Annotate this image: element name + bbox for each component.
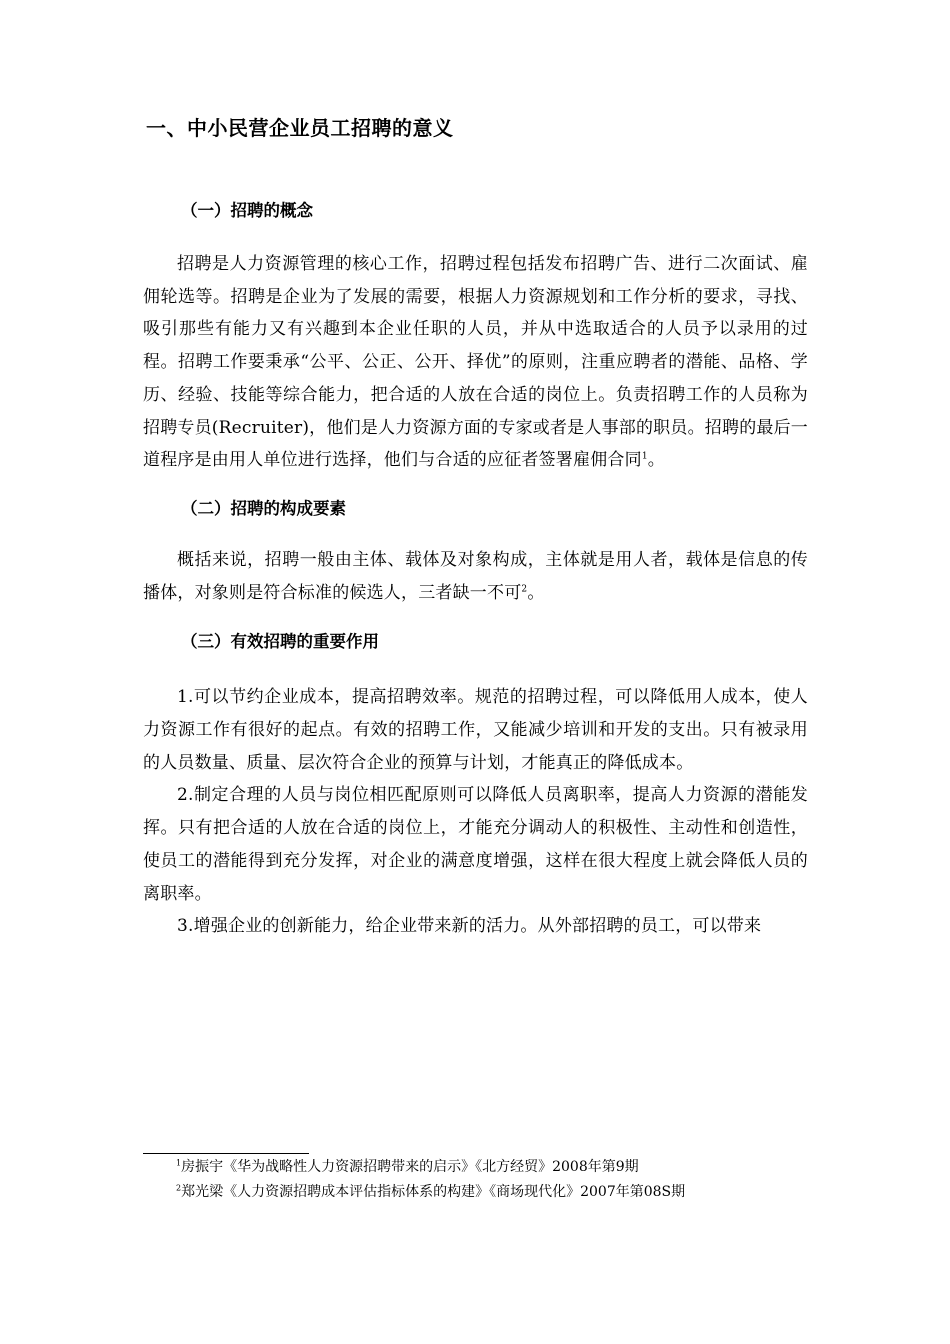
section-heading-concept: （一）招聘的概念 [181, 201, 313, 220]
paragraph-concept [143, 248, 808, 477]
footnote-mark: 1 [176, 1158, 182, 1168]
footnote-item [176, 1180, 816, 1205]
document-body [143, 110, 808, 943]
footnotes [176, 1155, 816, 1205]
footnote-text: 郑光梁《人力资源招聘成本评估指标体系的构建》《商场现代化》2007年第08S期 [181, 1184, 686, 1200]
paragraph-tail: 。 [647, 450, 665, 471]
footnote-separator [143, 1153, 309, 1154]
paragraph-text: 概括来说，招聘一般由主体、载体及对象构成，主体就是用人者，载体是信息的传播体，对象则是符合标准的候选人，三者缺一不可 [143, 549, 808, 603]
chapter-title: 一、中小民营企业员工招聘的意义 [146, 116, 454, 140]
paragraph-text: 招聘是人力资源管理的核心工作，招聘过程包括发布招聘广告、进行二次面试、雇佣轮选等。招聘是企业为了发展的需要，根据人力资源规划和工作分析的要求，寻找、吸引那些有能力又有兴趣到本企业任职的人员，并从中选取适合的人员予以录用的过程。招聘工作要秉承“公平、公正、公开、择优”的原则，注重应聘者的潜能、品格、学历、经验、技能等综合能力，把合适的人放在合适的岗位上。负责招聘工作的人员称为招聘专员(Recruiter)，他们是人力资源方面的专家或者是人事部的职员。招聘的最后一道程序是由用人单位进行选择，他们与合适的应征者签署雇佣合同 [143, 254, 808, 471]
footnote-item [176, 1155, 816, 1180]
paragraph-tail: 。 [527, 582, 545, 603]
paragraph-item-2: 2.制定合理的人员与岗位相匹配原则可以降低人员离职率，提高人力资源的潜能发挥。只有把合适的人放在合适的岗位上，才能充分调动人的积极性、主动性和创造性，使员工的潜能得到充分发挥，对企业的满意度增强，这样在很大程度上就会降低人员的离职率。 [143, 785, 808, 904]
section-heading-elements: （二）招聘的构成要素 [181, 498, 346, 518]
section-heading-importance: （三）有效招聘的重要作用 [181, 632, 379, 652]
footnote-mark: 2 [176, 1183, 182, 1193]
paragraph-item-1: 1.可以节约企业成本，提高招聘效率。规范的招聘过程，可以降低用人成本，使人力资源工作有很好的起点。有效的招聘工作，又能减少培训和开发的支出。只有被录用的人员数量、质量、层次符合企业的预算与计划，才能真正的降低成本。 [143, 687, 808, 773]
footnote-text: 房振宇《华为战略性人力资源招聘带来的启示》《北方经贸》2008年第9期 [181, 1159, 639, 1175]
paragraph-elements [143, 544, 808, 609]
footnote-reference: 2 [521, 583, 528, 594]
paragraph-item-3: 3.增强企业的创新能力，给企业带来新的活力。从外部招聘的员工，可以带来 [177, 916, 762, 937]
footnote-reference: 1 [641, 451, 648, 462]
